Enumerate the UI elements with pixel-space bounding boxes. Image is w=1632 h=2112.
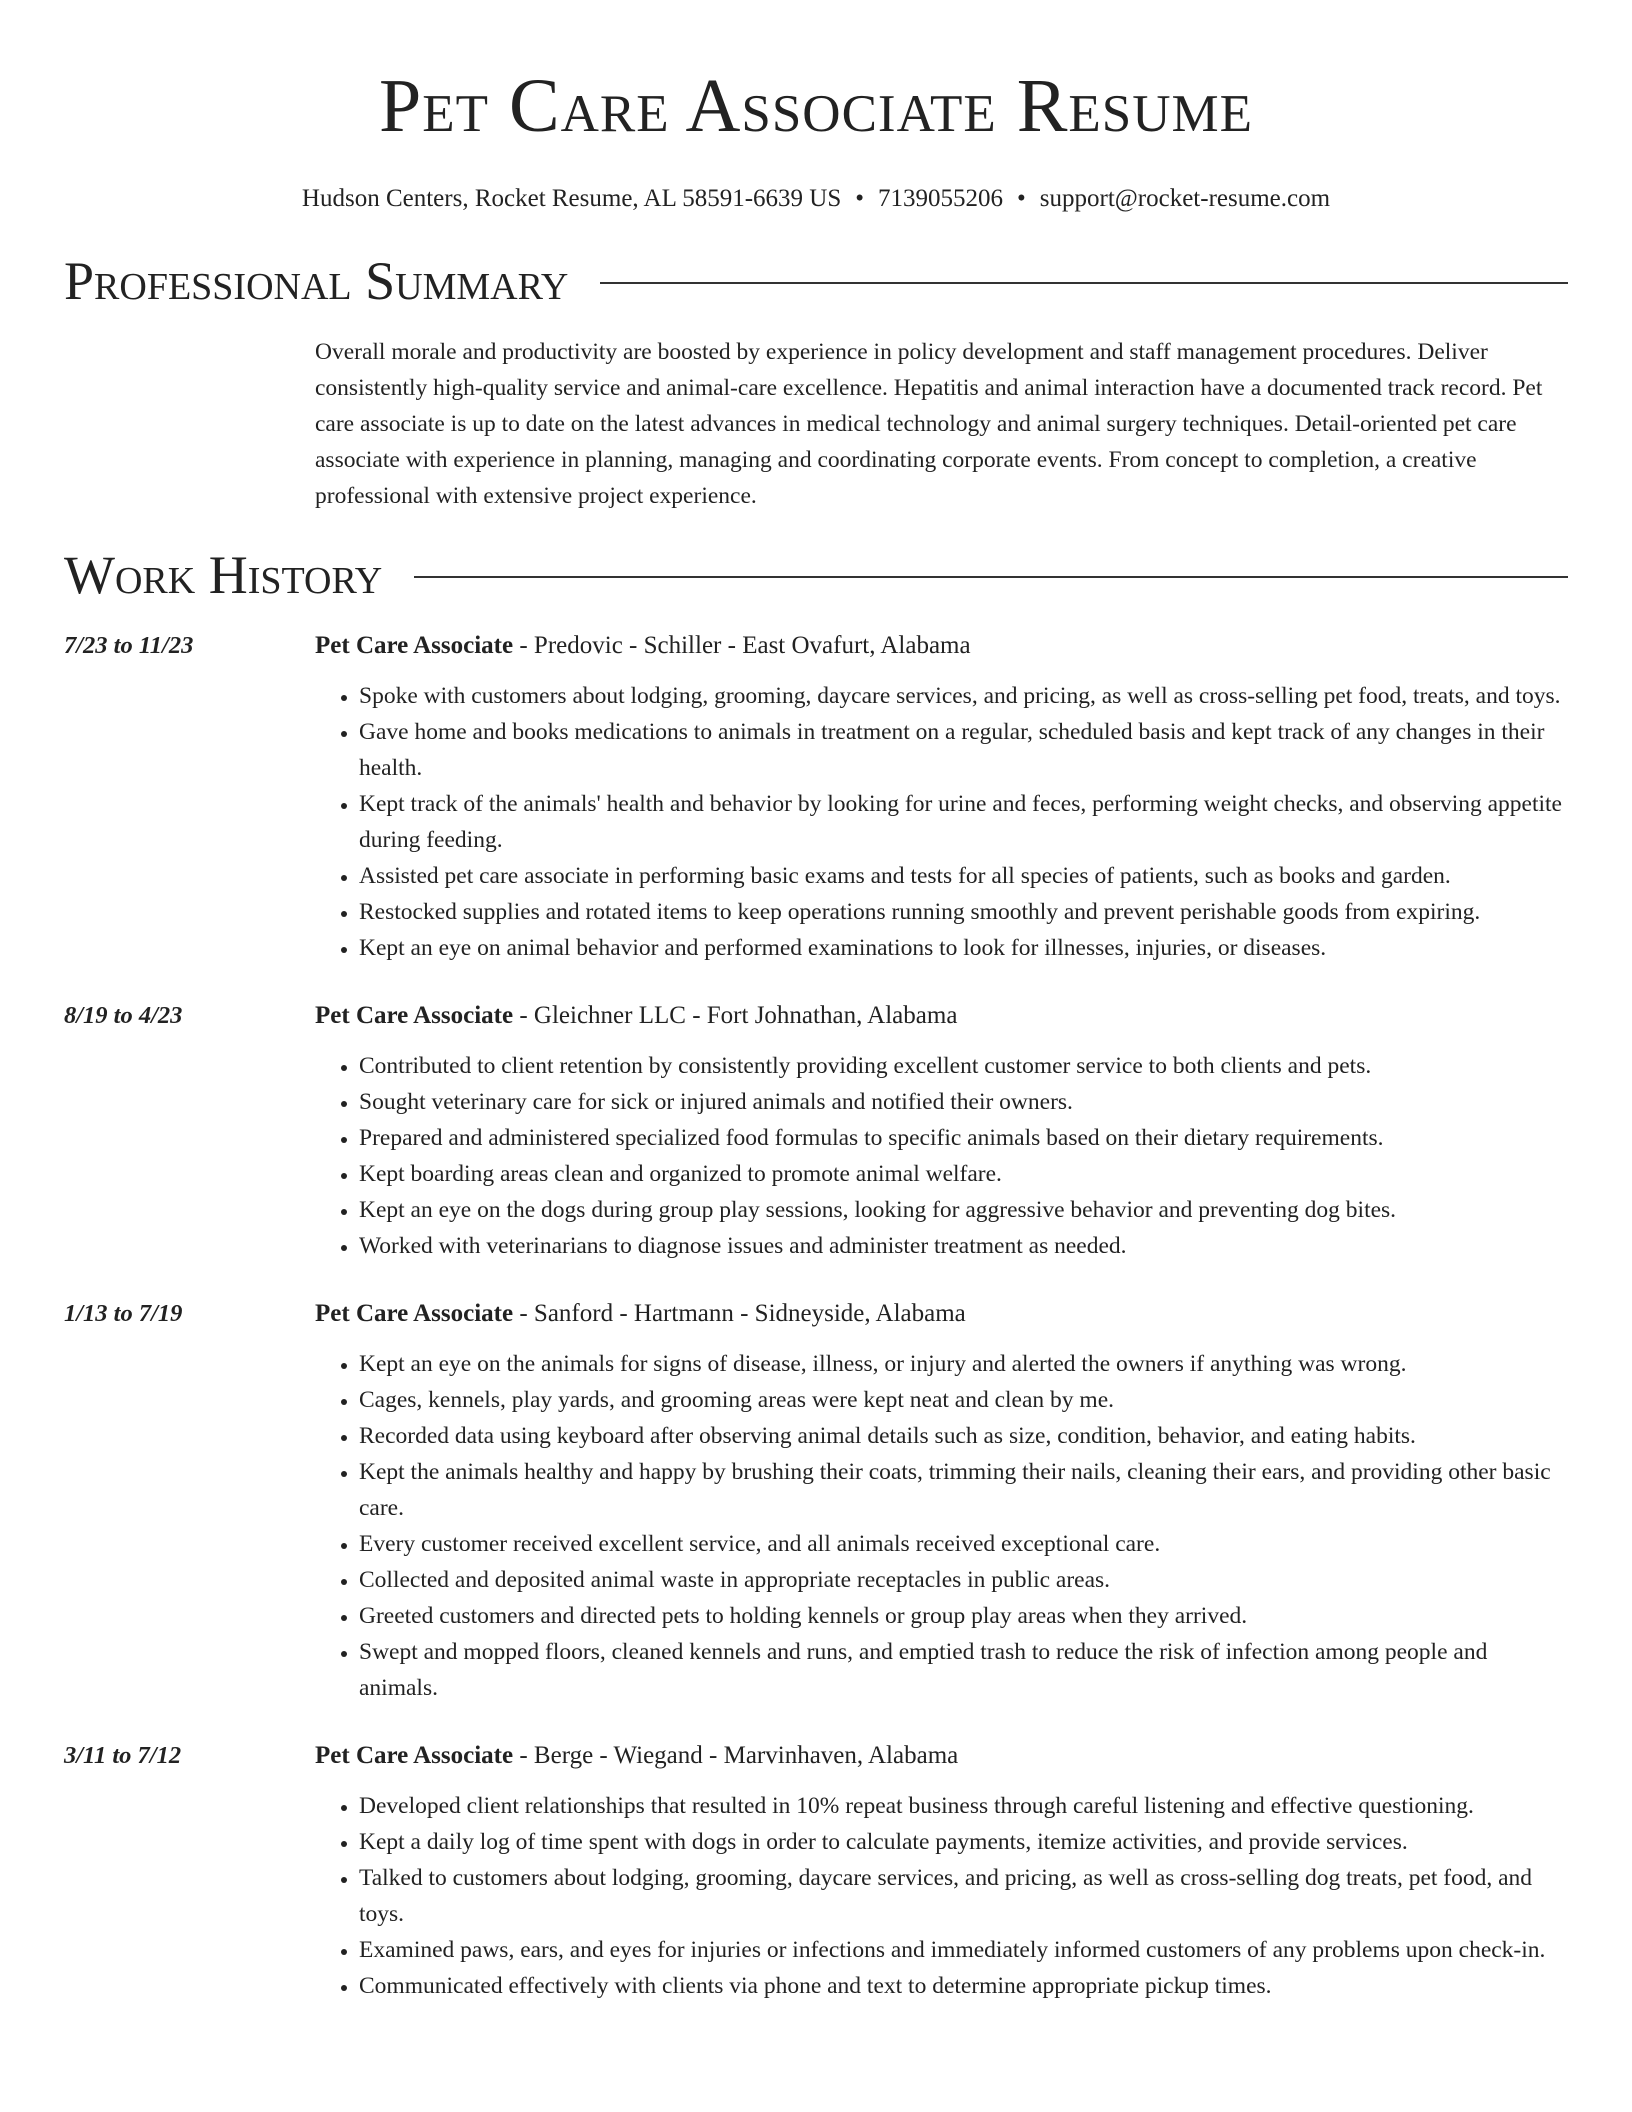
- job-header: [315, 998, 1568, 1034]
- job-header: [315, 628, 1568, 664]
- job-bullet: • Kept an eye on the dogs during group play sessions, looking for aggressive behavior and preventing dog bites.: [359, 1192, 1568, 1228]
- summary-text: Overall morale and productivity are boosted by experience in policy development and staff management procedures. Deliver consistently high-quality service and animal-care excellence. Hepatitis and animal interaction have a documented track record. Pet care associate is up to date on the latest advances in medical technology and animal surgery techniques. Detail-oriented pet care associate with experience in planning, managing and coordinating corporate events. From concept to completion, a creative professional with extensive project experience.: [315, 339, 1543, 509]
- section-divider: [414, 576, 1568, 578]
- job-bullet: • Communicated effectively with clients via phone and text to determine appropriate pickup times.: [359, 1968, 1568, 2004]
- job-bullet: • Worked with veterinarians to diagnose issues and administer treatment as needed.: [359, 1228, 1568, 1264]
- job-bullet-list: [315, 1048, 1568, 1264]
- job-company-location: - Sanford - Hartmann - Sidneyside, Alabama: [513, 1300, 966, 1327]
- job-bullet: • Kept an eye on the animals for signs of disease, illness, or injury and alerted the owners if anything was wrong.: [359, 1346, 1568, 1382]
- job-bullet: • Greeted customers and directed pets to holding kennels or group play areas when they arrived.: [359, 1598, 1568, 1634]
- work-history-heading: Work History: [64, 545, 383, 605]
- job-details: [315, 628, 1568, 966]
- contact-separator: •: [855, 185, 864, 212]
- job-header: [315, 1296, 1568, 1332]
- summary-heading: Professional Summary: [64, 251, 569, 311]
- job-entry: [64, 998, 1568, 1264]
- job-title: Pet Care Associate: [315, 1002, 514, 1029]
- job-bullet: • Contributed to client retention by consistently providing excellent customer service to both clients and pets.: [359, 1048, 1568, 1084]
- job-header: [315, 1738, 1568, 1774]
- job-bullet: • Talked to customers about lodging, grooming, daycare services, and pricing, as well as cross-selling dog treats, pet food, and toys.: [359, 1860, 1568, 1932]
- job-title: Pet Care Associate: [315, 1742, 514, 1769]
- job-dates: 3/11 to 7/12: [64, 1742, 182, 1769]
- job-dates: 7/23 to 11/23: [64, 632, 194, 659]
- job-title: Pet Care Associate: [315, 1300, 514, 1327]
- job-bullet: • Kept the animals healthy and happy by brushing their coats, trimming their nails, cleaning their ears, and providing other basic care.: [359, 1454, 1568, 1526]
- job-bullet: • Every customer received excellent service, and all animals received exceptional care.: [359, 1526, 1568, 1562]
- job-bullet: • Kept an eye on animal behavior and performed examinations to look for illnesses, injuries, or diseases.: [359, 930, 1568, 966]
- job-entry: [64, 1738, 1568, 2004]
- job-title: Pet Care Associate: [315, 632, 514, 659]
- job-dates: 8/19 to 4/23: [64, 1002, 183, 1029]
- job-bullet: • Assisted pet care associate in performing basic exams and tests for all species of patients, such as books and garden.: [359, 858, 1568, 894]
- job-bullet: • Kept a daily log of time spent with dogs in order to calculate payments, itemize activities, and provide services.: [359, 1824, 1568, 1860]
- job-bullet: • Kept track of the animals' health and behavior by looking for urine and feces, performing weight checks, and observing appetite during feeding.: [359, 786, 1568, 858]
- job-details: [315, 998, 1568, 1264]
- job-bullet: • Prepared and administered specialized food formulas to specific animals based on their dietary requirements.: [359, 1120, 1568, 1156]
- contact-email: support@rocket-resume.com: [1039, 185, 1331, 212]
- contact-address: Hudson Centers, Rocket Resume, AL 58591-6639 US: [301, 185, 842, 212]
- job-company-location: - Predovic - Schiller - East Ovafurt, Alabama: [513, 632, 971, 659]
- contact-info: [64, 184, 1568, 214]
- job-bullet: • Collected and deposited animal waste in appropriate receptacles in public areas.: [359, 1562, 1568, 1598]
- job-bullet: • Swept and mopped floors, cleaned kennels and runs, and emptied trash to reduce the risk of infection among people and animals.: [359, 1634, 1568, 1706]
- job-bullet: • Spoke with customers about lodging, grooming, daycare services, and pricing, as well as cross-selling pet food, treats, and toys.: [359, 678, 1568, 714]
- section-divider: [600, 282, 1568, 284]
- job-details: [315, 1296, 1568, 1706]
- job-bullet: • Sought veterinary care for sick or injured animals and notified their owners.: [359, 1084, 1568, 1120]
- work-history-list: [64, 628, 1568, 2004]
- job-bullet: • Cages, kennels, play yards, and grooming areas were kept neat and clean by me.: [359, 1382, 1568, 1418]
- job-dates: 1/13 to 7/19: [64, 1300, 183, 1327]
- job-bullet-list: [315, 678, 1568, 966]
- job-entry: [64, 1296, 1568, 1706]
- job-details: [315, 1738, 1568, 2004]
- job-bullet: • Developed client relationships that resulted in 10% repeat business through careful listening and effective questioning.: [359, 1788, 1568, 1824]
- job-company-location: - Gleichner LLC - Fort Johnathan, Alabama: [513, 1002, 958, 1029]
- job-bullet: • Gave home and books medications to animals in treatment on a regular, scheduled basis and kept track of any changes in their health.: [359, 714, 1568, 786]
- job-bullet: • Examined paws, ears, and eyes for injuries or infections and immediately informed customers of any problems upon check-in.: [359, 1932, 1568, 1968]
- job-bullet-list: [315, 1788, 1568, 2004]
- job-bullet: • Restocked supplies and rotated items to keep operations running smoothly and prevent perishable goods from expiring.: [359, 894, 1568, 930]
- job-bullet: • Kept boarding areas clean and organized to promote animal welfare.: [359, 1156, 1568, 1192]
- contact-phone: 7139055206: [878, 185, 1003, 212]
- job-bullet: • Recorded data using keyboard after observing animal details such as size, condition, behavior, and eating habits.: [359, 1418, 1568, 1454]
- work-history-section-heading: [64, 544, 1568, 606]
- contact-separator: •: [1017, 185, 1026, 212]
- job-company-location: - Berge - Wiegand - Marvinhaven, Alabama: [513, 1742, 959, 1769]
- resume-title: Pet Care Associate Resume: [378, 64, 1254, 148]
- job-entry: [64, 628, 1568, 966]
- summary-section-heading: [64, 250, 1568, 312]
- job-bullet-list: [315, 1346, 1568, 1706]
